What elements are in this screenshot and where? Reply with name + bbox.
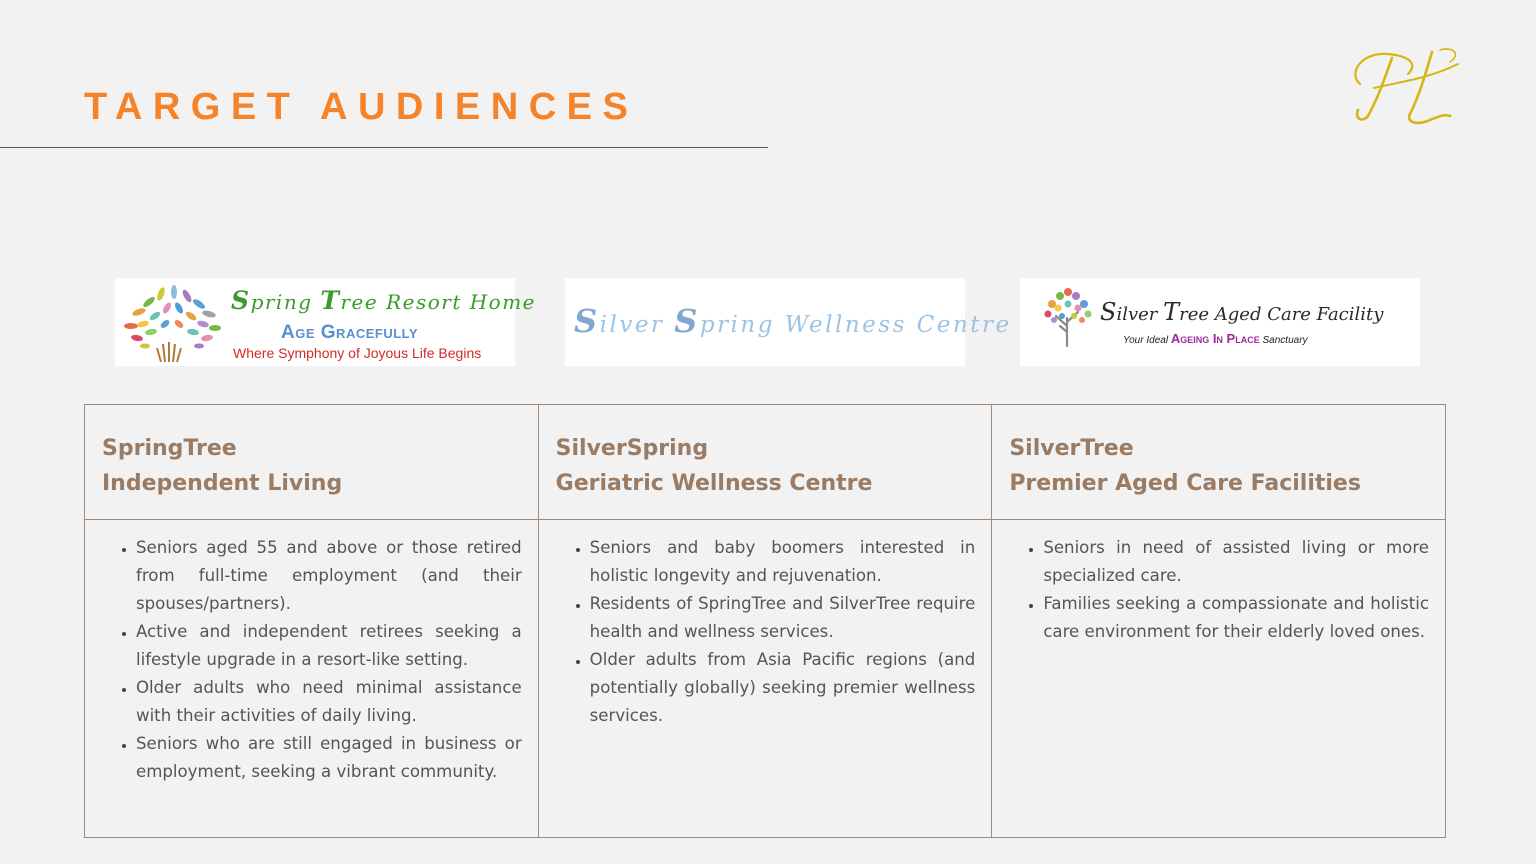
- silvertree-logo: [1020, 278, 1420, 366]
- column-title: SilverTree: [1009, 436, 1134, 461]
- springtree-logo-tagline: Where Symphony of Joyous Life Begins: [233, 345, 482, 361]
- column-header-silverspring: [538, 405, 992, 520]
- list-item: • Older adults who need minimal assistance with their activities of daily living.: [136, 674, 522, 730]
- column-header-springtree: [85, 405, 539, 520]
- list-item: • Seniors aged 55 and above or those retired from full-time employment (and their spouses/partners).: [136, 534, 522, 618]
- list-item: • Older adults from Asia Pacific regions (and potentially globally) seeking premier wellness services.: [590, 646, 976, 730]
- page-title: TARGET AUDIENCES: [84, 86, 639, 128]
- audience-table: [84, 404, 1446, 838]
- colorful-tree-icon: [119, 282, 223, 364]
- monogram-logo-icon: [1340, 44, 1464, 128]
- list-item: • Residents of SpringTree and SilverTree require health and wellness services.: [590, 590, 976, 646]
- column-title: SpringTree: [102, 436, 237, 461]
- column-subtitle: Independent Living: [102, 471, 343, 496]
- list-item: • Active and independent retirees seeking a lifestyle upgrade in a resort-like setting.: [136, 618, 522, 674]
- audience-list: [1008, 534, 1429, 646]
- silverspring-logo: [565, 278, 1012, 366]
- list-item: • Seniors in need of assisted living or more specialized care.: [1043, 534, 1429, 590]
- springtree-logo: [115, 278, 537, 366]
- silvertree-logo-title: Silver Tree Aged Care Facility: [1100, 298, 1384, 326]
- audience-list: [101, 534, 522, 786]
- column-body-silvertree: [992, 520, 1446, 838]
- silverspring-logo-title: Silver Spring Wellness Centre: [574, 302, 1012, 340]
- column-body-springtree: [85, 520, 539, 838]
- springtree-logo-subtitle: Age Gracefully: [281, 322, 419, 343]
- column-header-silvertree: [992, 405, 1446, 520]
- column-body-silverspring: [538, 520, 992, 838]
- column-subtitle: Geriatric Wellness Centre: [555, 471, 873, 496]
- audience-list: [555, 534, 976, 730]
- list-item: • Seniors who are still engaged in business or employment, seeking a vibrant community.: [136, 730, 522, 786]
- title-divider: [0, 147, 768, 148]
- silvertree-logo-tagline: Your Ideal Ageing In Place Sanctuary: [1123, 331, 1308, 346]
- list-item: • Seniors and baby boomers interested in holistic longevity and rejuvenation.: [590, 534, 976, 590]
- springtree-logo-title: Spring Tree Resort Home: [231, 286, 537, 315]
- column-title: SilverSpring: [555, 436, 709, 461]
- column-subtitle: Premier Aged Care Facilities: [1009, 471, 1361, 496]
- list-item: • Families seeking a compassionate and holistic care environment for their elderly loved ones.: [1043, 590, 1429, 646]
- tree-icon: [1038, 282, 1096, 348]
